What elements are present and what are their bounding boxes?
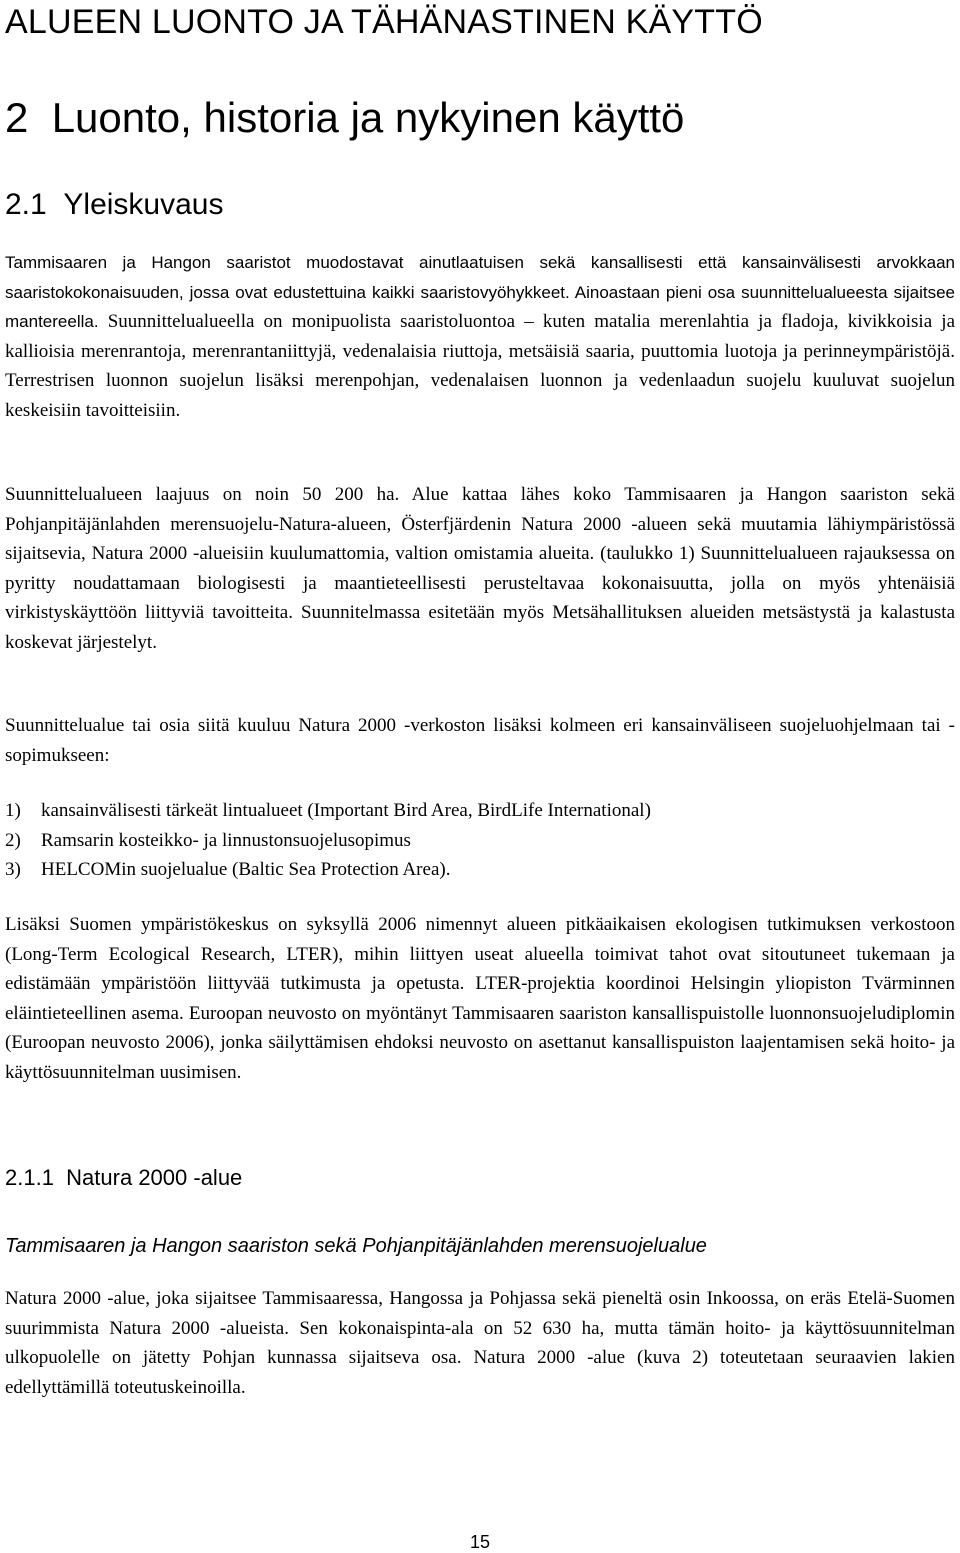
- subsection-title: Natura 2000 -alue: [66, 1165, 243, 1190]
- list-item-text: HELCOMin suojelualue (Baltic Sea Protection Area).: [41, 859, 451, 880]
- list-item-number: 2): [5, 829, 21, 851]
- chapter-heading: [5, 92, 684, 144]
- programme-list: [5, 796, 955, 885]
- list-item: [5, 855, 955, 885]
- paragraph-lter: Lisäksi Suomen ympäristökeskus on syksyllä 2006 nimennyt alueen pitkäaikaisen ekologisen tutkimuksen verkostoon (Long-Term Ecological Research, LTER), mihin liittyen useat alueella toimivat tahot ovat sitoutuneet tukemaan ja edistämään ympäristöön liittyvää tutkimusta ja opetusta. LTER-projektia koordinoi Helsingin yliopiston Tvärminnen eläintieteellinen asema. Euroopan neuvosto on myöntänyt Tammisaaren saariston kansallispuistolle luonnonsuojeludiplomin (Euroopan neuvosto 2006), jonka säilyttämisen ehdoksi neuvosto on asettanut kansallispuiston laajentamisen sekä hoito- ja käyttösuunnitelman uusimisen.: [5, 914, 955, 1083]
- list-item: [5, 826, 955, 856]
- subsection-heading: [5, 1163, 242, 1193]
- paragraph-overview: [5, 248, 955, 425]
- section-number: 2.1: [5, 188, 47, 221]
- list-item: [5, 796, 955, 826]
- list-item-number: 1): [5, 800, 21, 821]
- list-item-text: Ramsarin kosteikko- ja linnustonsuojelusopimus: [41, 829, 411, 851]
- section-title: Yleiskuvaus: [63, 188, 224, 221]
- list-item-text: kansainvälisesti tärkeät lintualueet (Important Bird Area, BirdLife International): [41, 800, 651, 821]
- list-item-number: 3): [5, 859, 21, 880]
- page-number: 15: [470, 1532, 491, 1552]
- italic-subheading: Tammisaaren ja Hangon saariston sekä Pohjanpitäjänlahden merensuojelualue: [5, 1235, 707, 1257]
- chapter-title: Luonto, historia ja nykyinen käyttö: [51, 94, 685, 141]
- subsection-number: 2.1.1: [5, 1165, 54, 1190]
- section-heading: [5, 186, 223, 224]
- chapter-number: 2: [5, 94, 29, 141]
- paragraph-natura: Natura 2000 -alue, joka sijaitsee Tammisaaressa, Hangossa ja Pohjassa sekä pieneltä osin Inkoossa, on eräs Etelä-Suomen suurimmista Natura 2000 -alueista. Sen kokonaispinta-ala on 52 630 ha, mutta tämän hoito- ja käyttösuunnitelman ulkopuolelle on jätetty Pohjan kunnassa sijaitseva osa. Natura 2000 -alue (kuva 2) toteutetaan seuraavien lakien edellyttämillä toteutuskeinoilla.: [5, 1288, 955, 1398]
- paragraph-area-extent: Suunnittelualueen laajuus on noin 50 200 ha. Alue kattaa lähes koko Tammisaaren ja Hangon saariston sekä Pohjanpitäjänlahden merensuojelu-Natura-alueen, Österfjärdenin Natura 2000 -alueen sekä muutamia lähiympäristössä sijaitsevia, Natura 2000 -alueisiin kuulumattomia, valtion omistamia alueita. (taulukko 1) Suunnittelualueen rajauksessa on pyritty noudattamaan biologisesti ja maantieteellisesti perusteltavaa kokonaisuutta, jolla on myös yhtenäisiä virkistyskäyttöön liittyviä tavoitteita. Suunnitelmassa esitetään myös Metsähallituksen alueiden metsästystä ja kalastusta koskevat järjestelyt.: [5, 484, 955, 653]
- running-header: ALUEEN LUONTO JA TÄHÄNASTINEN KÄYTTÖ: [5, 3, 763, 41]
- paragraph-overview-serif: Suunnittelualueella on monipuolista saaristoluontoa – kuten matalia merenlahtia ja fladoja, kivikkoisia ja kallioisia merenrantoja, merenrantaniittyjä, vedenalaisia riuttoja, metsäisiä saaria, puuttomia luotoja ja perinneympäristöjä. Terrestrisen luonnon suojelun lisäksi merenpohjan, vedenalaisen luonnon ja vedenlaadun suojelu kuuluvat suojelun keskeisiin tavoitteisiin.: [5, 311, 955, 421]
- paragraph-overview-sans: Tammisaaren ja Hangon saaristot muodostavat ainutlaatuisen sekä kansallisesti että kansainvälisesti arvokkaan saaristokokonaisuuden, jossa ovat edustettuina kaikki saaristovyöhykkeet. Ainoastaan pieni osa suunnittelualueesta sijaitsee mantereella.: [5, 253, 955, 331]
- paragraph-programmes-intro: Suunnittelualue tai osia siitä kuuluu Natura 2000 -verkoston lisäksi kolmeen eri kansainväliseen suojeluohjelmaan tai -sopimukseen:: [5, 715, 955, 766]
